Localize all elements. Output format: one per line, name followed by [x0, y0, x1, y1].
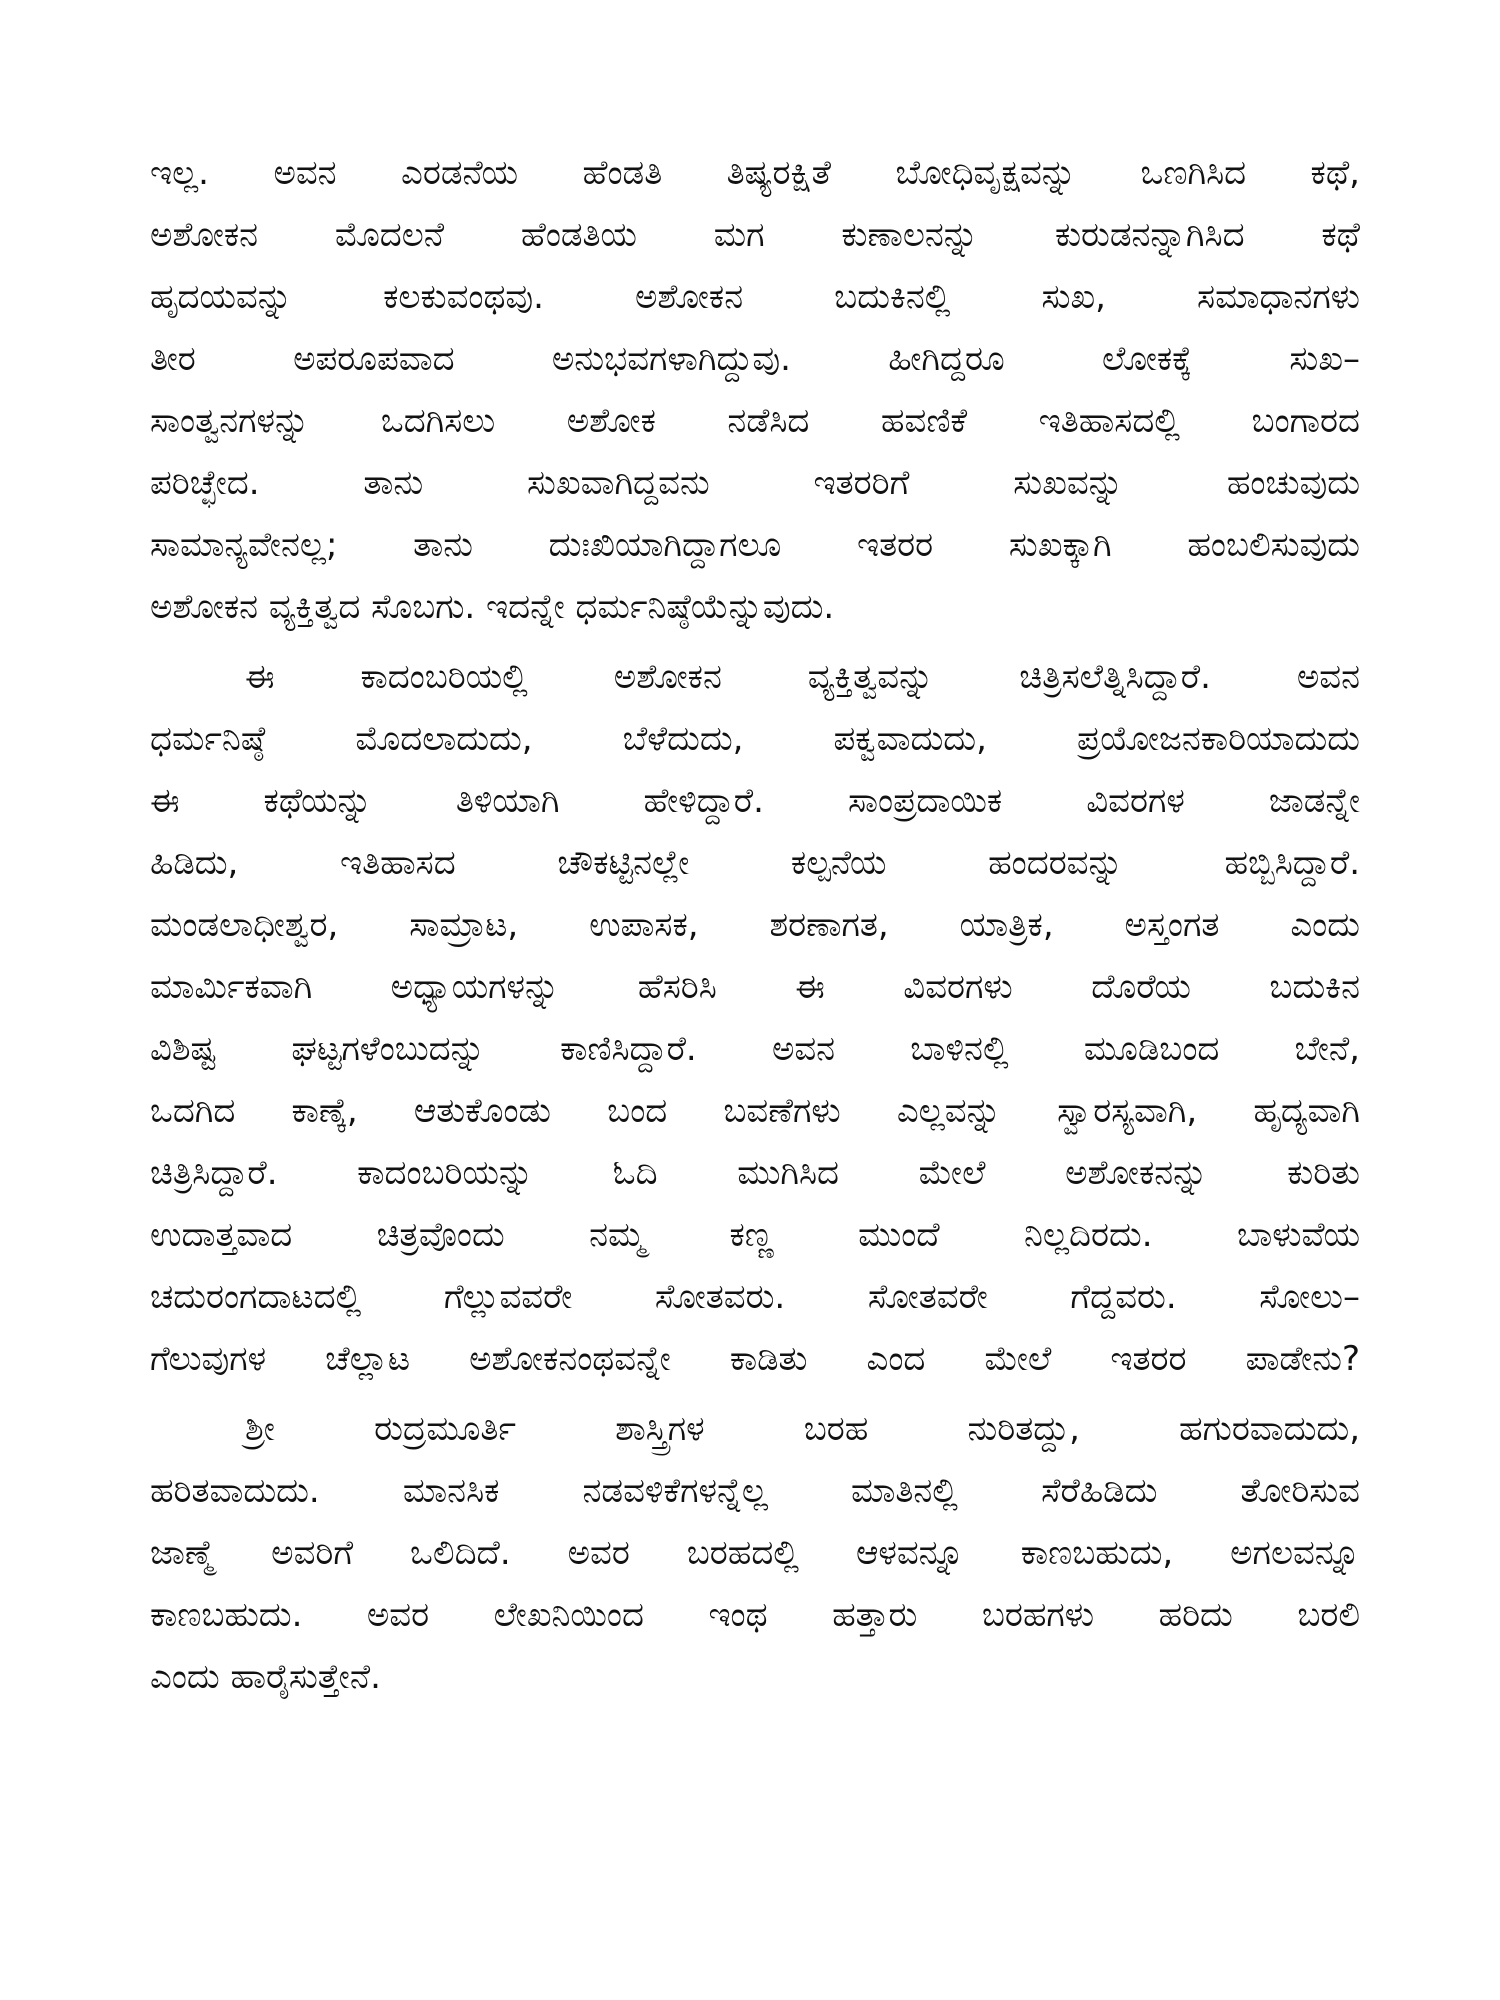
document-page: [150, 145, 1360, 1905]
text-line: ಉದಾತ್ತವಾದ ಚಿತ್ರವೊಂದು ನಮ್ಮ ಕಣ್ಣ ಮುಂದೆ ನಿಲ್ಲದಿರದು. ಬಾಳುವೆಯ: [150, 1215, 1360, 1255]
text-line: ಹರಿತವಾದುದು. ಮಾನಸಿಕ ನಡವಳಿಕೆಗಳನ್ನೆಲ್ಲ ಮಾತಿನಲ್ಲಿ ಸೆರೆಹಿಡಿದು ತೋರಿಸುವ: [150, 1471, 1360, 1511]
text-line: ಅಶೋಕನ ಮೊದಲನೆ ಹೆಂಡತಿಯ ಮಗ ಕುಣಾಲನನ್ನು ಕುರುಡನನ್ನಾಗಿಸಿದ ಕಥೆ: [150, 215, 1360, 255]
paragraph-start-line: ಶ್ರೀ ರುದ್ರಮೂರ್ತಿ ಶಾಸ್ತ್ರಿಗಳ ಬರಹ ನುರಿತದ್ದು, ಹಗುರವಾದುದು,: [245, 1409, 1360, 1449]
text-line: ಹಿಡಿದು, ಇತಿಹಾಸದ ಚೌಕಟ್ಟಿನಲ್ಲೇ ಕಲ್ಪನೆಯ ಹಂದರವನ್ನು ಹಬ್ಬಿಸಿದ್ದಾರೆ.: [150, 843, 1360, 883]
text-line: ಇಲ್ಲ. ಅವನ ಎರಡನೆಯ ಹೆಂಡತಿ ತಿಷ್ಯರಕ್ಷಿತೆ ಬೋಧಿವೃಕ್ಷವನ್ನು ಒಣಗಿಸಿದ ಕಥೆ,: [150, 153, 1360, 193]
text-line: ಅಶೋಕನ ವ್ಯಕ್ತಿತ್ವದ ಸೊಬಗು. ಇದನ್ನೇ ಧರ್ಮನಿಷ್ಠೆಯೆನ್ನುವುದು.: [150, 587, 835, 627]
text-line: ಗೆಲುವುಗಳ ಚೆಲ್ಲಾಟ ಅಶೋಕನಂಥವನ್ನೇ ಕಾಡಿತು ಎಂದ ಮೇಲೆ ಇತರರ ಪಾಡೇನು?: [150, 1339, 1360, 1379]
text-line: ಒದಗಿದ ಕಾಣ್ಕೆ, ಆತುಕೊಂಡು ಬಂದ ಬವಣೆಗಳು ಎಲ್ಲವನ್ನು ಸ್ವಾರಸ್ಯವಾಗಿ, ಹೃದ್ಯವಾಗಿ: [150, 1091, 1360, 1131]
text-line: ಜಾಣ್ಮೆ ಅವರಿಗೆ ಒಲಿದಿದೆ. ಅವರ ಬರಹದಲ್ಲಿ ಆಳವನ್ನೂ ಕಾಣಬಹುದು, ಅಗಲವನ್ನೂ: [150, 1533, 1360, 1573]
text-line: ಸಾಮಾನ್ಯವೇನಲ್ಲ; ತಾನು ದುಃಖಿಯಾಗಿದ್ದಾಗಲೂ ಇತರರ ಸುಖಕ್ಕಾಗಿ ಹಂಬಲಿಸುವುದು: [150, 525, 1360, 565]
text-line: ಹೃದಯವನ್ನು ಕಲಕುವಂಥವು. ಅಶೋಕನ ಬದುಕಿನಲ್ಲಿ ಸುಖ, ಸಮಾಧಾನಗಳು: [150, 277, 1360, 317]
text-line: ಮಾರ್ಮಿಕವಾಗಿ ಅಧ್ಯಾಯಗಳನ್ನು ಹೆಸರಿಸಿ ಈ ವಿವರಗಳು ದೊರೆಯ ಬದುಕಿನ: [150, 967, 1360, 1007]
text-line: ವಿಶಿಷ್ಟ ಘಟ್ಟಗಳೆಂಬುದನ್ನು ಕಾಣಿಸಿದ್ದಾರೆ. ಅವನ ಬಾಳಿನಲ್ಲಿ ಮೂಡಿಬಂದ ಬೇನೆ,: [150, 1029, 1360, 1069]
text-line: ಚದುರಂಗದಾಟದಲ್ಲಿ ಗೆಲ್ಲುವವರೇ ಸೋತವರು. ಸೋತವರೇ ಗೆದ್ದವರು. ಸೋಲು–: [150, 1277, 1360, 1317]
text-line: ಧರ್ಮನಿಷ್ಠೆ ಮೊದಲಾದುದು, ಬೆಳೆದುದು, ಪಕ್ವವಾದುದು, ಪ್ರಯೋಜನಕಾರಿಯಾದುದು: [150, 719, 1360, 759]
text-line: ಚಿತ್ರಿಸಿದ್ದಾರೆ. ಕಾದಂಬರಿಯನ್ನು ಓದಿ ಮುಗಿಸಿದ ಮೇಲೆ ಅಶೋಕನನ್ನು ಕುರಿತು: [150, 1153, 1360, 1193]
text-line: ಸಾಂತ್ವನಗಳನ್ನು ಒದಗಿಸಲು ಅಶೋಕ ನಡೆಸಿದ ಹವಣಿಕೆ ಇತಿಹಾಸದಲ್ಲಿ ಬಂಗಾರದ: [150, 401, 1360, 441]
text-line: ಎಂದು ಹಾರೈಸುತ್ತೇನೆ.: [150, 1657, 381, 1697]
text-line: ಕಾಣಬಹುದು. ಅವರ ಲೇಖನಿಯಿಂದ ಇಂಥ ಹತ್ತಾರು ಬರಹಗಳು ಹರಿದು ಬರಲಿ: [150, 1595, 1360, 1635]
paragraph-start-line: ಈ ಕಾದಂಬರಿಯಲ್ಲಿ ಅಶೋಕನ ವ್ಯಕ್ತಿತ್ವವನ್ನು ಚಿತ್ರಿಸಲೆತ್ನಿಸಿದ್ದಾರೆ. ಅವನ: [245, 657, 1360, 697]
text-line: ತೀರ ಅಪರೂಪವಾದ ಅನುಭವಗಳಾಗಿದ್ದುವು. ಹೀಗಿದ್ದರೂ ಲೋಕಕ್ಕೆ ಸುಖ–: [150, 339, 1360, 379]
text-line: ಈ ಕಥೆಯನ್ನು ತಿಳಿಯಾಗಿ ಹೇಳಿದ್ದಾರೆ. ಸಾಂಪ್ರದಾಯಿಕ ವಿವರಗಳ ಜಾಡನ್ನೇ: [150, 781, 1360, 821]
text-line: ಮಂಡಲಾಧೀಶ್ವರ, ಸಾಮ್ರಾಟ, ಉಪಾಸಕ, ಶರಣಾಗತ, ಯಾತ್ರಿಕ, ಅಸ್ತಂಗತ ಎಂದು: [150, 905, 1360, 945]
text-line: ಪರಿಚ್ಛೇದ. ತಾನು ಸುಖವಾಗಿದ್ದವನು ಇತರರಿಗೆ ಸುಖವನ್ನು ಹಂಚುವುದು: [150, 463, 1360, 503]
